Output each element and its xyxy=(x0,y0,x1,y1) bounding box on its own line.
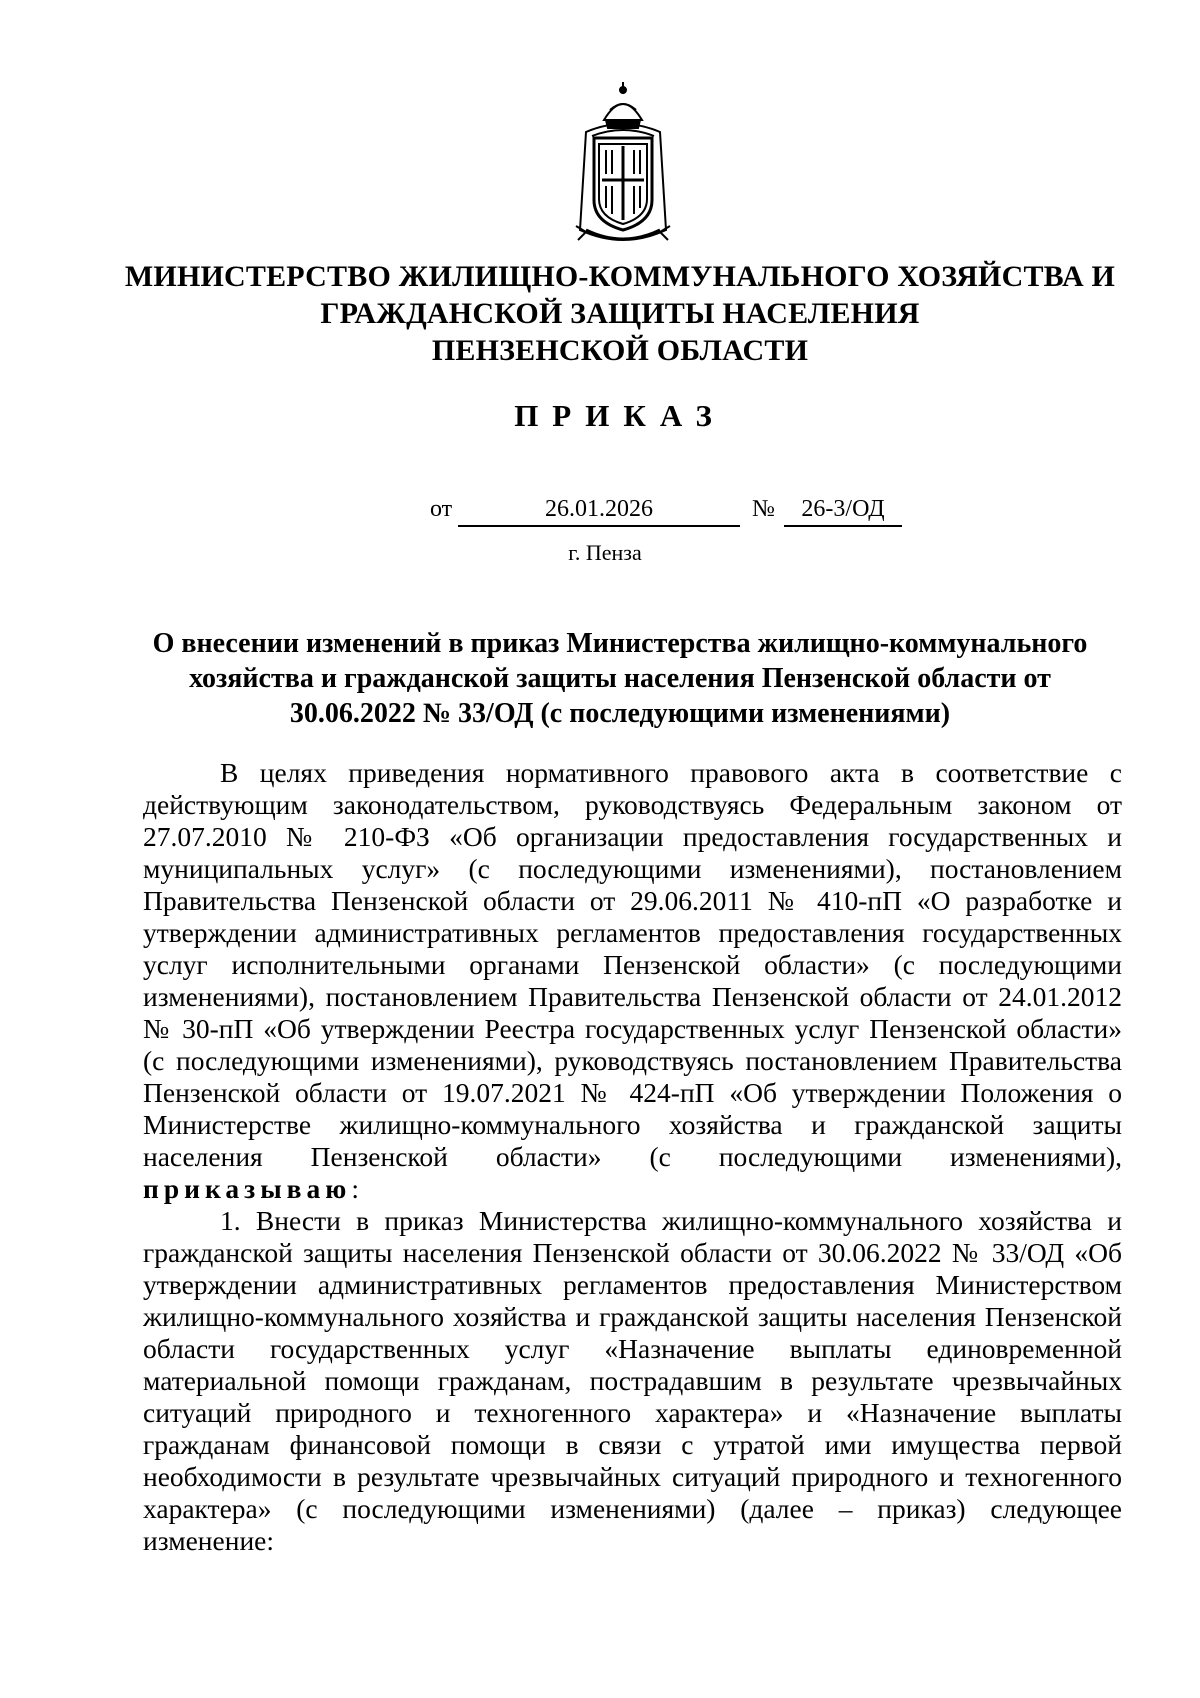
item-1-paragraph: 1. Внести в приказ Министерства жилищно-коммунального хозяйства и гражданской защиты населения Пензенской области от 30.06.2022 № 33/ОД «Об утверждении административных регламентов предоставления Министерством жилищно-коммунального хозяйства и гражданской защиты населения Пензенской области государственных услуг «Назначение выплаты единовременной материальной помощи гражданам, пострадавшим в результате чрезвычайных ситуаций природного и техногенного характера» и «Назначение выплаты гражданам финансовой помощи в связи с утратой ими имущества первой необходимости в результате чрезвычайных ситуаций природного и техногенного характера» (с последующими изменениями) (далее – приказ) следующее изменение: xyxy=(143,1205,1122,1556)
subject-line: хозяйства и гражданской защиты населения Пензенской области от xyxy=(189,663,1051,694)
ministry-line: ПЕНЗЕНСКОЙ ОБЛАСТИ xyxy=(431,334,809,367)
date-prefix: от xyxy=(430,496,453,522)
ministry-line: ГРАЖДАНСКОЙ ЗАЩИТЫ НАСЕЛЕНИЯ xyxy=(320,297,920,330)
preamble-paragraph xyxy=(143,757,1122,1205)
order-word: приказываю xyxy=(143,1173,352,1204)
order-date: 26.01.2026 xyxy=(458,496,740,527)
coat-of-arms-emblem xyxy=(566,80,680,246)
preamble-text: В целях приведения нормативного правового акта в соответствие с действующим законодательством, руководствуясь Федеральным законом от 27.07.2010 № 210-ФЗ «Об организации предоставления государственных и муниципальных услуг» (с последующими изменениями), постановлением Правительства Пензенской области от 29.06.2011 № 410-пП «О разработке и утверждении административных регламентов предоставления государственных услуг исполнительными органами Пензенской области» (с последующими изменениями), постановлением Правительства Пензенской области от 24.01.2012 № 30-пП «Об утверждении Реестра государственных услуг Пензенской области» (с последующими изменениями), руководствуясь постановлением Правительства Пензенской области от 19.07.2021 № 424-пП «Об утверждении Положения о Министерстве жилищно-коммунального хозяйства и гражданской защиты населения Пензенской области» (с последующими изменениями), xyxy=(143,757,1122,1172)
subject-line: 30.06.2022 № 33/ОД (с последующими изменениями) xyxy=(289,698,951,729)
document-body xyxy=(143,757,1122,1557)
ministry-name xyxy=(0,258,1200,369)
city: г. Пенза xyxy=(568,540,642,565)
order-colon: : xyxy=(351,1173,359,1204)
order-number: 26-3/ОД xyxy=(784,496,902,527)
document-type: ПРИКАЗ xyxy=(514,398,726,433)
ministry-line: МИНИСТЕРСТВО ЖИЛИЩНО-КОММУНАЛЬНОГО ХОЗЯЙСТВА И xyxy=(124,260,1116,293)
order-subject xyxy=(0,626,1200,731)
number-sign: № xyxy=(752,496,775,522)
subject-line: О внесении изменений в приказ Министерства жилищно-коммунального xyxy=(152,628,1088,659)
date-number-line xyxy=(0,496,1200,536)
